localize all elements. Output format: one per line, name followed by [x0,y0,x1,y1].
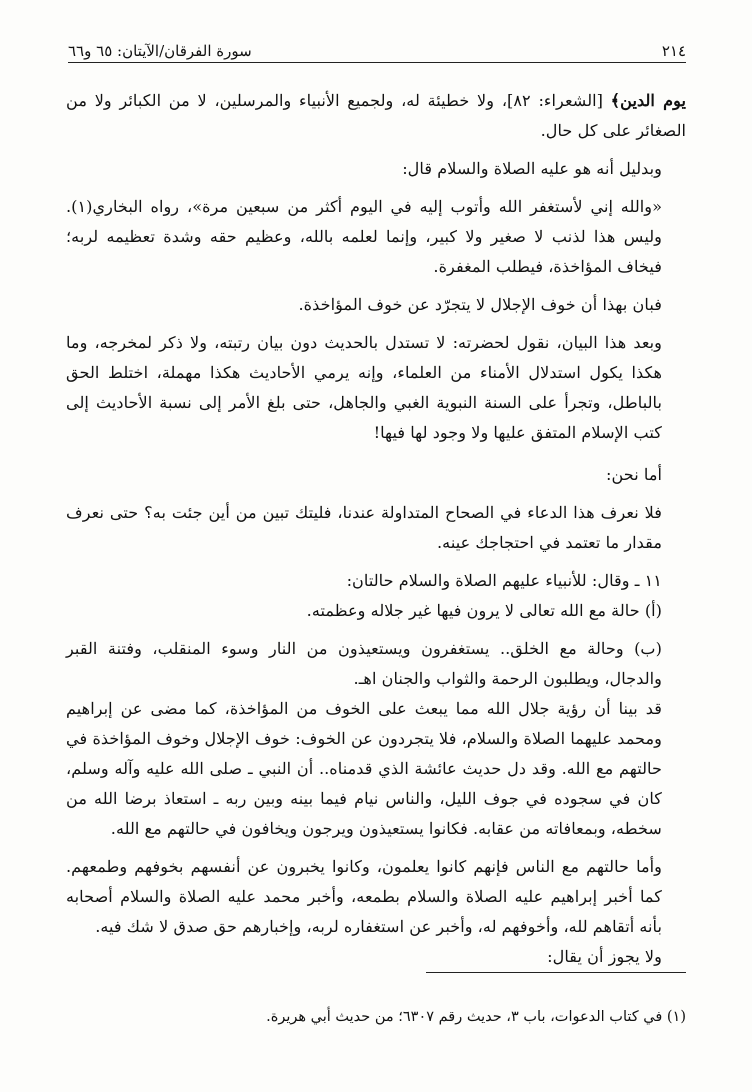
paragraph: ولا يجوز أن يقال: [547,947,662,966]
footnote: (١) في كتاب الدعوات، باب ٣، حديث رقم ٦٣٠٧؛ من حديث أبي هريرة. [266,1009,686,1025]
header-rule [68,62,686,63]
page-number: ٢١٤ [661,42,686,60]
paragraph: أما نحن: [606,465,662,484]
page-header [68,30,686,60]
numbered-item: ١١ ـ وقال: للأنبياء عليهم الصلاة والسلام حالتان: [346,571,662,590]
body-text [66,86,686,972]
paragraph: يوم الدين﴾ [الشعراء: ٨٢]، ولا خطيئة له، ولجميع الأنبياء والمرسلين، لا من الكبائر ولا من الصغائر على كل حال. [66,91,687,140]
hadith-quote: «والله إني لأستغفر الله وأتوب إليه في اليوم أكثر من سبعين مرة»، رواه البخاري(١). وليس هذا لذنب لا صغير ولا كبير، وإنما لعلمه بالله، وعظيم حقه وشدة تعظيمه لربه؛ فيخاف المؤاخذة، فيطلب المغفرة. [66,197,662,276]
quran-ref: يوم الدين﴾ [610,91,687,110]
running-title: سورة الفرقان/الآيتان: ٦٥ و٦٦ [68,42,252,60]
paragraph: قد بينا أن رؤية جلال الله مما يبعث على الخوف من المؤاخذة، كما مضى عن إبراهيم ومحمد عليهما الصلاة والسلام، فلا يتجردون عن الخوف: خوف الإجلال وخوف المؤاخذة في حالتهم مع الله. وقد دل حديث عائشة الذي قدمناه.. أن النبي ـ صلى الله عليه وآله وسلم، كان في سجوده في جوف الليل، والناس نيام فيما بينه وبين ربه ـ استعاذ برضا الله من سخطه، وبمعافاته من عقابه. فكانوا يستعيذون ويرجون ويخافون في حالتهم مع الله. [66,699,662,838]
footnote-rule [426,972,686,973]
paragraph: وأما حالتهم مع الناس فإنهم كانوا يعلمون، وكانوا يخبرون عن أنفسهم بخوفهم وطمعهم. كما أخبر إبراهيم عليه الصلاة والسلام بطمعه، وأخبر محمد عليه الصلاة والسلام أصحابه بأنه أتقاهم لله، وأخوفهم له، وأخبر عن استغفاره لربه، وإخبارهم حق صدق لا شك فيه. [66,857,662,936]
paragraph: فبان بهذا أن خوف الإجلال لا يتجرّد عن خوف المؤاخذة. [298,295,662,314]
paragraph: فلا نعرف هذا الدعاء في الصحاح المتداولة عندنا، فليتك تبين من أين جئت به؟ حتى نعرف مقدار ما تعتمد في احتجاجك عينه. [66,503,662,552]
paragraph: وبدليل أنه هو عليه الصلاة والسلام قال: [402,159,662,178]
paragraph: وبعد هذا البيان، نقول لحضرته: لا تستدل بالحديث دون بيان رتبته، ولا ذكر لمخرجه، وما هكذا يكول استدلال الأمناء من العلماء، وإنه يرمي الأحاديث هكذا مهملة، اختلط الحق بالباطل، وتجرأ على السنة النبوية الغبي والجاهل، حتى بلغ الأمر إلى نسبة الأحاديث إلى كتب الإسلام المتفق عليها ولا وجود لها فيها! [66,333,662,442]
list-item: (أ) حالة مع الله تعالى لا يرون فيها غير جلاله وعظمته. [306,601,662,620]
list-item: (ب) وحالة مع الخلق.. يستغفرون ويستعيذون من النار وسوء المنقلب، وفتنة القبر والدجال، ويطلبون الرحمة والثواب والجنان اهـ. [66,639,662,688]
